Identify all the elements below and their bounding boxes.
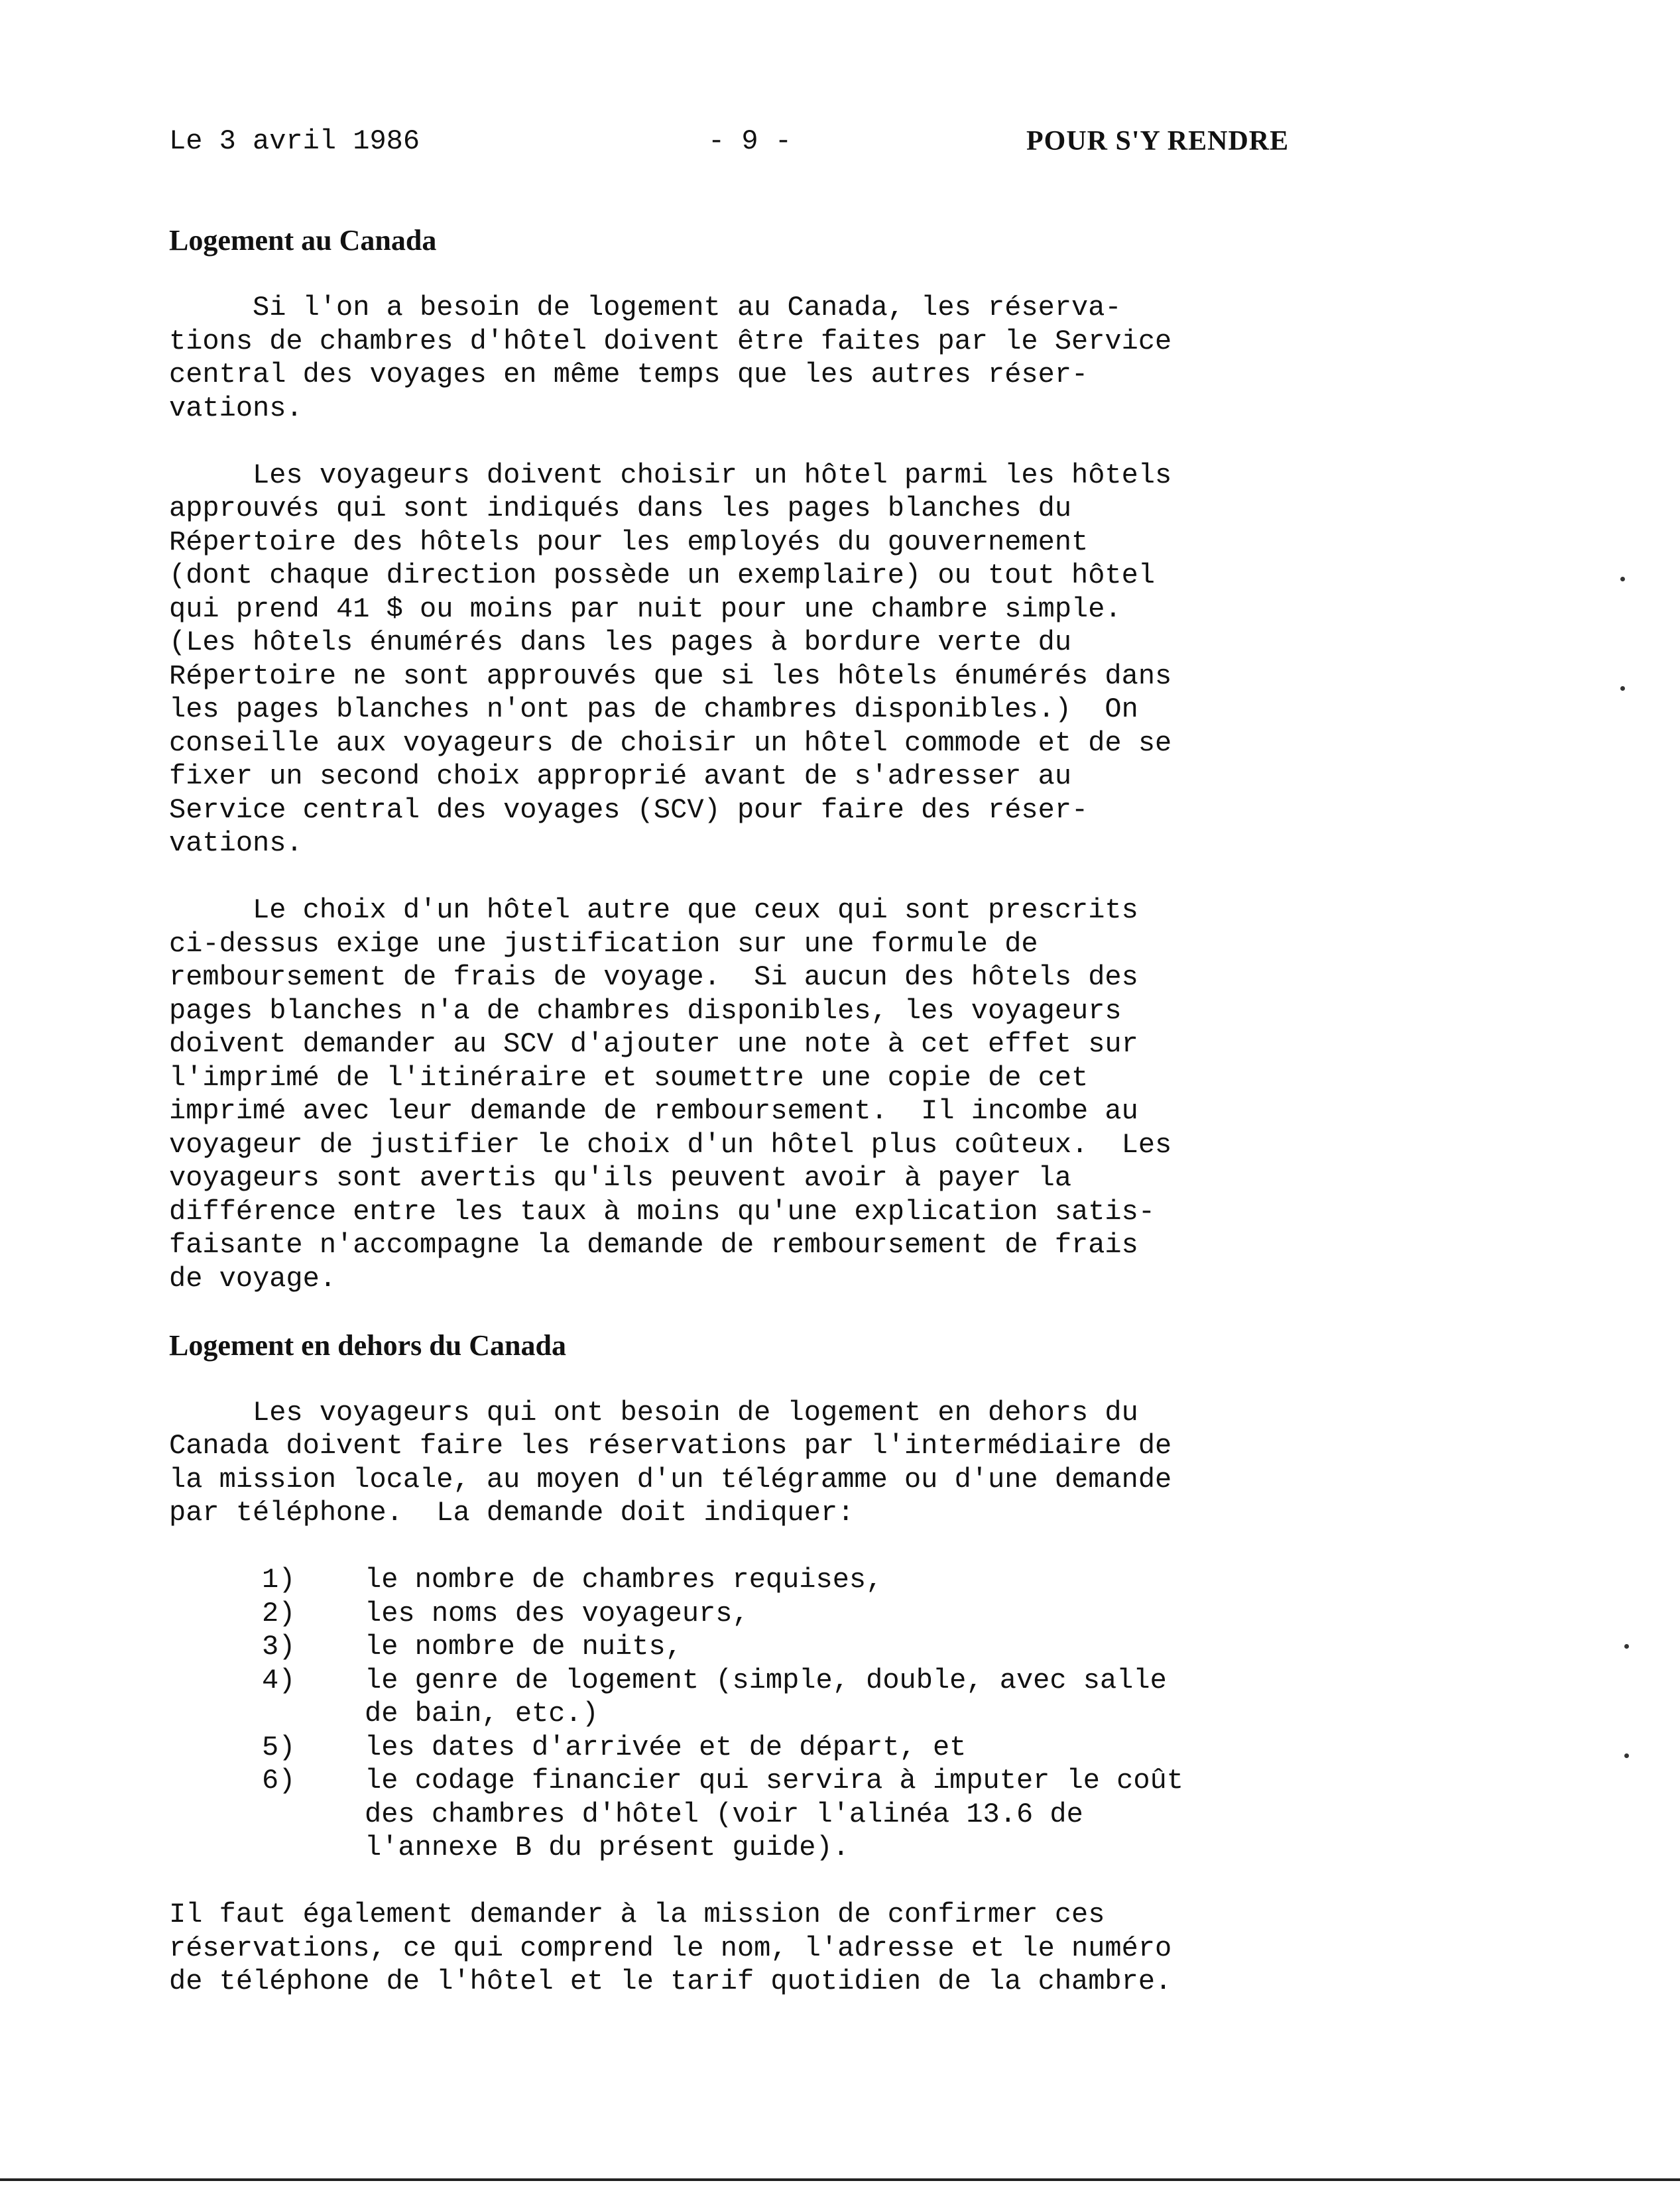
list-item-number: 5) [262, 1731, 296, 1763]
list-item [169, 1563, 1594, 1597]
list-item [169, 1731, 1594, 1765]
list-item-text: le nombre de nuits, [365, 1631, 682, 1663]
list-item-text: le nombre de chambres requises, [365, 1564, 883, 1596]
list-item-text: le codage financier qui servira à imputer le coût des chambres d'hôtel (voir l'alinéa 13.6 de l'annexe B du présent guide). [365, 1765, 1184, 1863]
list-item-text: les noms des voyageurs, [365, 1597, 749, 1629]
header-section-title: POUR S'Y RENDRE [1026, 126, 1290, 156]
section-heading-abroad: Logement en dehors du Canada [169, 1329, 566, 1362]
paragraph-canada-3: Le choix d'un hôtel autre que ceux qui sont prescrits ci-dessus exige une justification sur une formule de remboursement de frais de voyage. Si aucun des hôtels des pages blanches n'a de chambres disponibles, les voyageurs doivent demander au SCV d'ajouter une note à cet effet sur l'imprimé de l'itinéraire et soumettre une copie de cet imprimé avec leur demande de remboursement. Il incombe au voyageur de justifier le choix d'un hôtel plus coûteux. Les voyageurs sont avertis qu'ils peuvent avoir à payer la différence entre les taux à moins qu'une explication satis- faisante n'accompagne la demande de remboursement de frais de voyage. [169, 894, 1172, 1295]
header-date: Le 3 avril 1986 [169, 125, 420, 157]
list-item-number: 2) [262, 1597, 296, 1629]
scan-speck [1620, 686, 1625, 691]
list-item-number: 1) [262, 1564, 296, 1596]
list-item-number: 3) [262, 1631, 296, 1663]
document-body [169, 224, 1594, 1999]
requirements-list [169, 1563, 1594, 1865]
paragraph-canada-1: Si l'on a besoin de logement au Canada, les réserva- tions de chambres d'hôtel doivent être faites par le Service central des voyages en même temps que les autres réser- vations. [169, 292, 1172, 424]
list-item [169, 1597, 1594, 1631]
scan-speck [1624, 1753, 1629, 1758]
scan-speck [1620, 577, 1625, 581]
scan-speck [1624, 1644, 1629, 1649]
section-heading-canada: Logement au Canada [169, 224, 437, 257]
paragraph-canada-2: Les voyageurs doivent choisir un hôtel parmi les hôtels approuvés qui sont indiqués dans les pages blanches du Répertoire des hôtels pour les employés du gouvernement (dont chaque direction possède un exemplaire) ou tout hôtel qui prend 41 $ ou moins par nuit pour une chambre simple. (Les hôtels énumérés dans les pages à bordure verte du Répertoire ne sont approuvés que si les hôtels énumérés dans les pages blanches n'ont pas de chambres disponibles.) On conseille aux voyageurs de choisir un hôtel commode et de se fixer un second choix approprié avant de s'adresser au Service central des voyages (SCV) pour faire des réser- vations. [169, 459, 1172, 859]
list-item-number: 4) [262, 1664, 296, 1696]
page-bottom-rule [0, 2178, 1680, 2181]
list-item-text: le genre de logement (simple, double, avec salle de bain, etc.) [365, 1664, 1167, 1730]
list-item [169, 1764, 1594, 1865]
paragraph-abroad-closing: Il faut également demander à la mission de confirmer ces réservations, ce qui comprend le nom, l'adresse et le numéro de téléphone de l'hôtel et le tarif quotidien de la chambre. [169, 1899, 1172, 1997]
list-item [169, 1630, 1594, 1664]
list-item-text: les dates d'arrivée et de départ, et [365, 1731, 967, 1763]
paragraph-abroad-intro: Les voyageurs qui ont besoin de logement en dehors du Canada doivent faire les réservations par l'intermédiaire de la mission locale, au moyen d'un télégramme ou d'une demande par téléphone. La demande doit indiquer: [169, 1396, 1172, 1529]
list-item-number: 6) [262, 1765, 296, 1797]
header-page-number: - 9 - [708, 125, 792, 157]
list-item [169, 1664, 1594, 1731]
